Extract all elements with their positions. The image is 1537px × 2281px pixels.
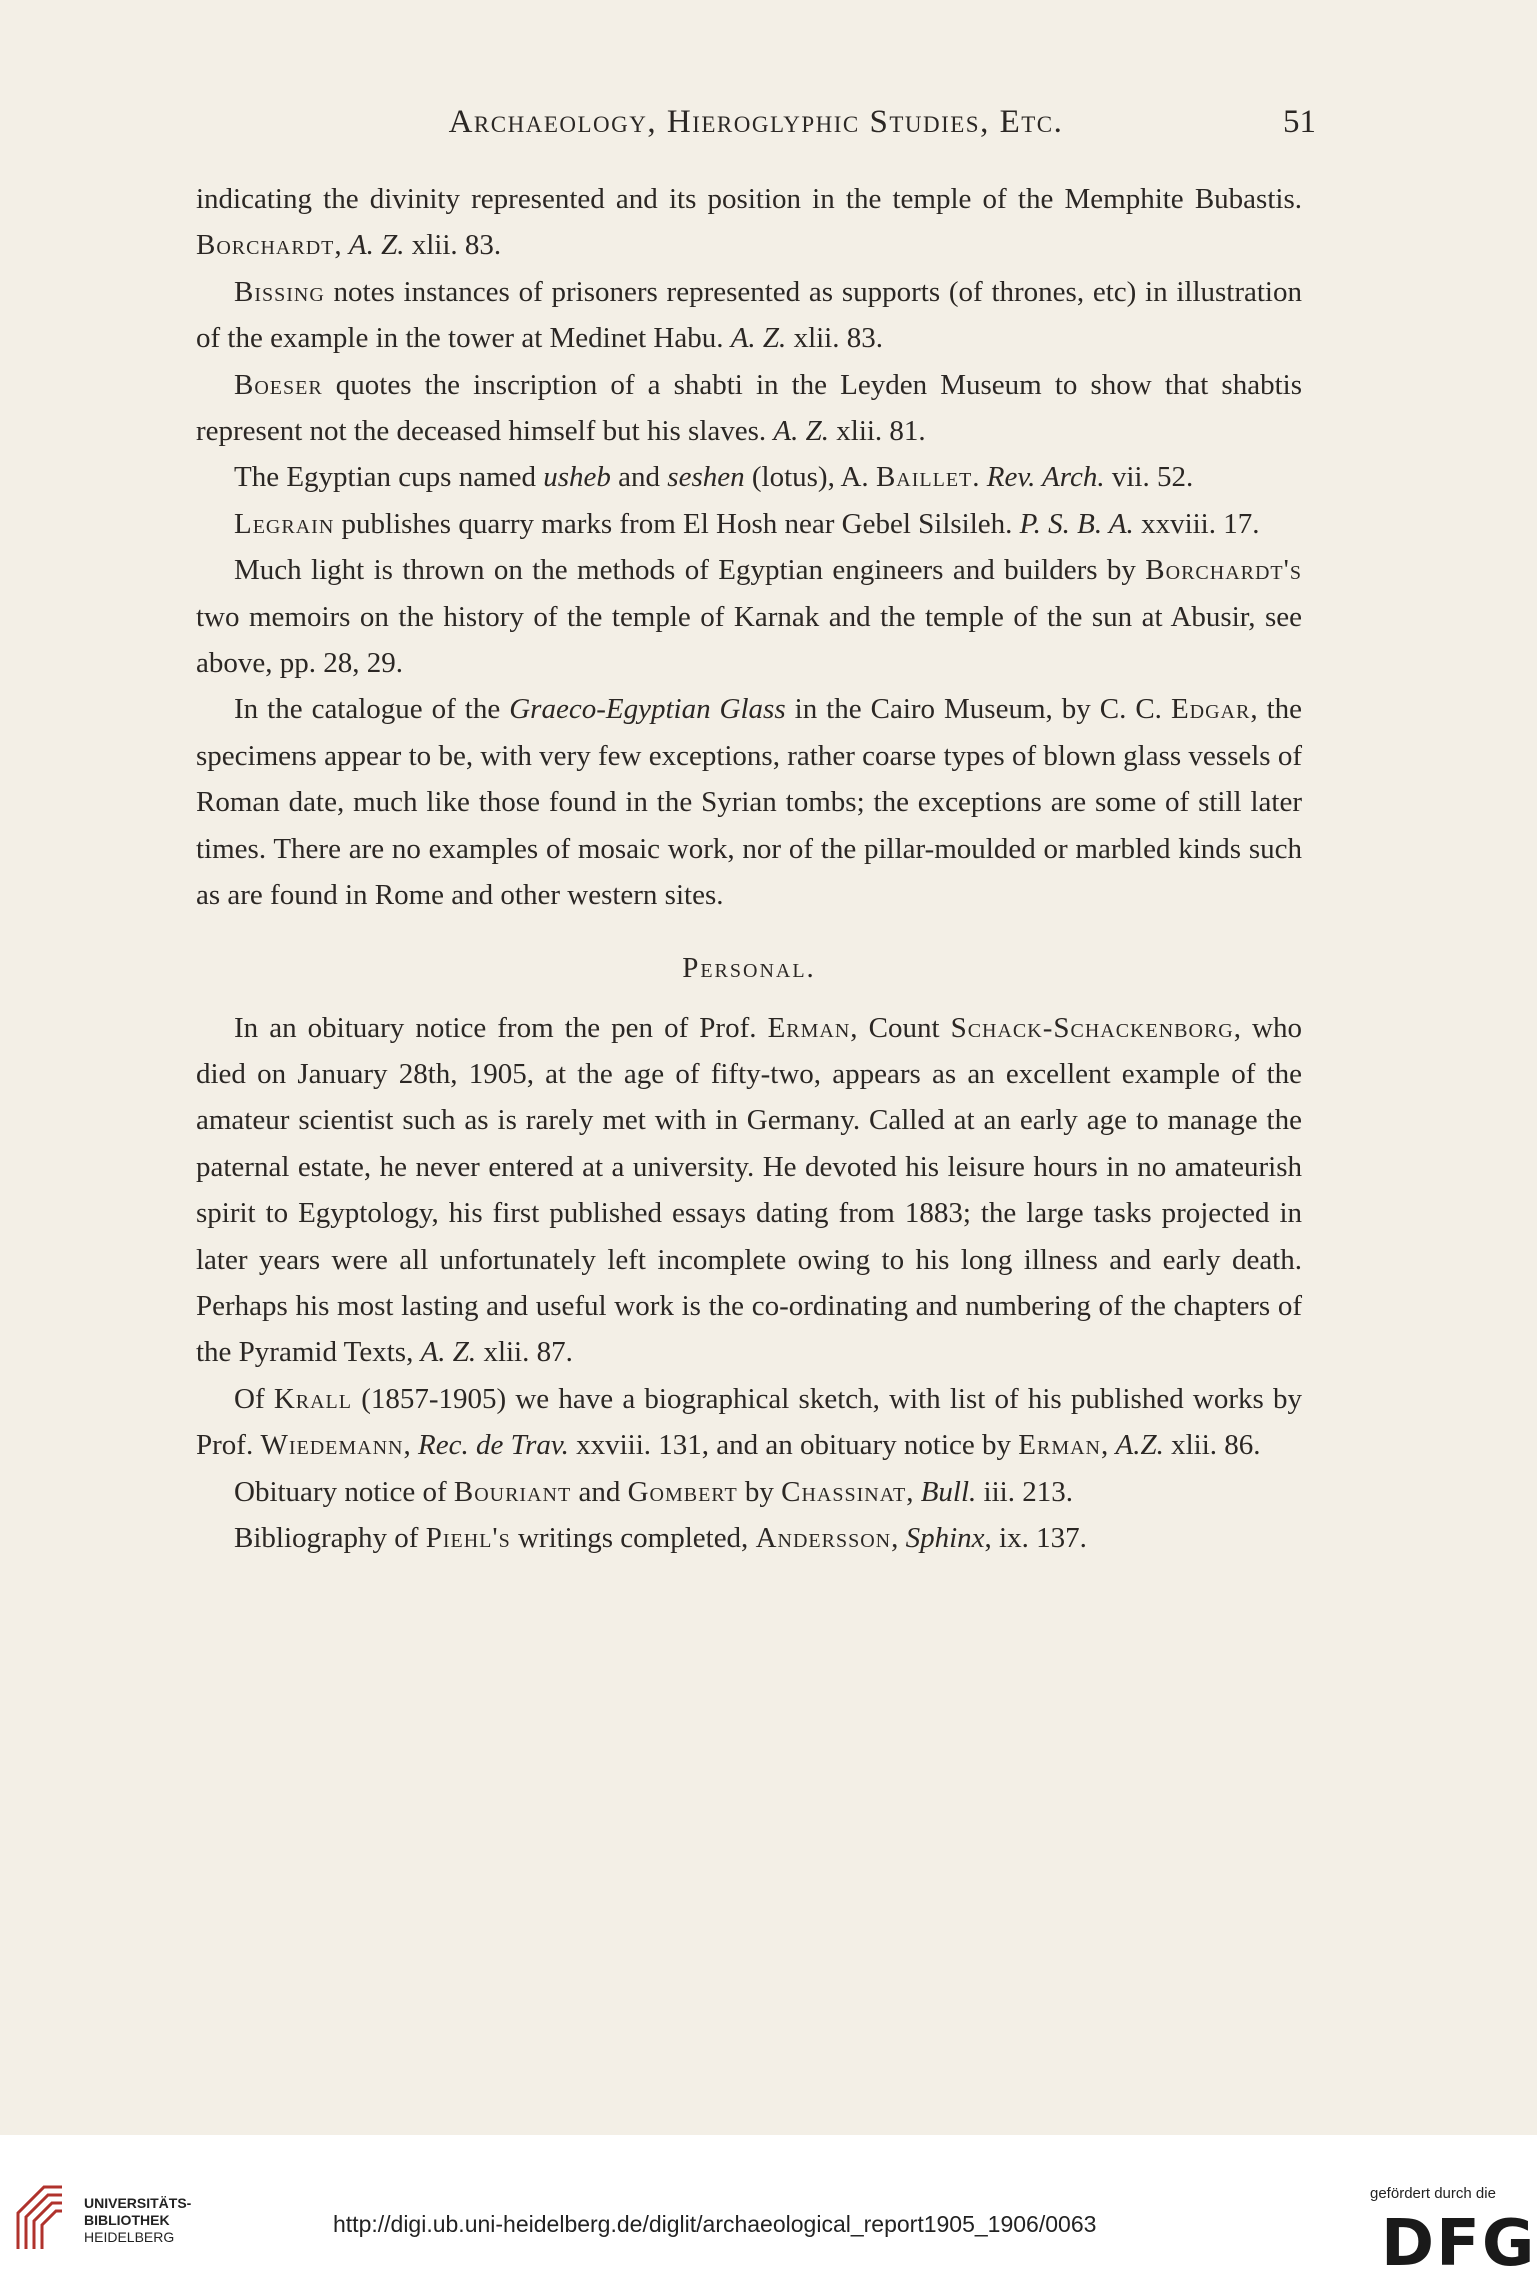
- citation-italic: seshen: [667, 461, 745, 494]
- source-url[interactable]: http://digi.ub.uni-heidelberg.de/diglit/archaeological_report1905_1906/0063: [333, 2211, 1097, 2237]
- text-run: and: [610, 461, 668, 494]
- text-run: xxviii. 131, and an obituary notice by: [568, 1429, 1019, 1462]
- citation-italic: usheb: [543, 461, 611, 494]
- author-name: Piehl's: [425, 1521, 511, 1554]
- paragraph: [196, 501, 1302, 547]
- text-run: indicating the divinity represented and its position in the temple of the Memphite Bubastis.: [196, 183, 1302, 215]
- section-heading: Personal.: [682, 951, 816, 984]
- citation-italic: A. Z.: [348, 229, 405, 262]
- author-name: Wiedemann: [260, 1429, 404, 1462]
- library-name-line1: UNIVERSITÄTS-: [84, 2195, 192, 2211]
- text-run: ,: [906, 1475, 921, 1508]
- text-run: , who died on January 28th, 1905, at the age of fifty-two, appears as an excellent example of the amateur scientist such as is rarely met with in Germany. Called at an early age to manage the paternal estate, he never entered at a university. He devoted his leisure hours in no amateurish spirit to Egyptology, his first published essays dating from 1883; the large tasks projected in later years were all unfortunately left incomplete owing to his long illness and early death. Perhaps his most lasting and useful work is the co-ordinating and numbering of the chapters of the Pyramid Texts,: [196, 1011, 1302, 1369]
- author-name: Erman: [1018, 1429, 1102, 1462]
- citation-italic: Bull.: [920, 1475, 977, 1508]
- text-run: xxviii. 17.: [1133, 507, 1260, 540]
- text-run: quotes the inscription of a shabti in the Leyden Museum to show that shabtis represent not the deceased himself but his slaves.: [196, 368, 1302, 448]
- text-run: (lotus), A.: [744, 461, 876, 494]
- paragraph: [196, 1376, 1302, 1469]
- text-run: xlii. 81.: [829, 415, 926, 448]
- citation-italic: A.Z.: [1115, 1429, 1164, 1462]
- library-name-line2: BIBLIOTHEK: [84, 2212, 170, 2228]
- text-run: ,: [334, 229, 349, 262]
- author-name: Bissing: [234, 275, 325, 308]
- text-run: ,: [1101, 1429, 1116, 1462]
- author-name: Baillet: [875, 461, 973, 494]
- text-run: In the catalogue of the: [234, 693, 510, 726]
- footer: [0, 2135, 1537, 2279]
- text-run: Much light is thrown on the methods of Egyptian engineers and builders by: [234, 554, 1146, 587]
- running-head: [196, 100, 1316, 150]
- text-run: Bibliography of: [234, 1521, 426, 1554]
- author-name: Chassinat: [781, 1475, 907, 1508]
- text-run: Of: [234, 1382, 274, 1415]
- author-name: Borchardt's: [1145, 554, 1302, 587]
- text-run: xlii. 86.: [1163, 1429, 1261, 1462]
- paragraph: [196, 1515, 1302, 1561]
- library-name-line3: HEIDELBERG: [84, 2229, 175, 2245]
- running-head-title: Archaeology, Hieroglyphic Studies, Etc.: [448, 104, 1064, 140]
- text-run: Obituary notice of: [234, 1475, 454, 1508]
- text-run: xlii. 83.: [404, 229, 502, 262]
- citation-italic: P. S. B. A.: [1019, 507, 1134, 540]
- paragraph: [196, 454, 1302, 500]
- text-run: and: [571, 1475, 628, 1508]
- author-name: Krall: [273, 1382, 352, 1415]
- text-run: , ix. 137.: [984, 1521, 1087, 1554]
- text-run: in the Cairo Museum, by C. C.: [785, 693, 1171, 726]
- dfg-logo: DFG: [1381, 2207, 1537, 2281]
- text-run: publishes quarry marks from El Hosh near Gebel Silsileh.: [334, 507, 1020, 540]
- library-name: [84, 2195, 191, 2246]
- author-name: Boeser: [234, 368, 323, 401]
- text-run: vii. 52.: [1104, 461, 1194, 494]
- author-name: Gombert: [627, 1475, 738, 1508]
- paragraph: [196, 269, 1302, 362]
- text-run: , Count: [850, 1011, 951, 1044]
- text-run: (1857-1905) we have a biographical sketch, with list of his published works by Prof.: [196, 1382, 1302, 1462]
- paragraph: [196, 1005, 1302, 1376]
- text-run: two memoirs on the history of the temple of Karnak and the temple of the sun at Abusir, see above, pp. 28, 29.: [196, 600, 1302, 680]
- text-run: iii. 213.: [976, 1475, 1073, 1508]
- text-run: .: [972, 461, 987, 494]
- author-name: Borchardt: [196, 229, 335, 262]
- text-run: xlii. 87.: [476, 1336, 573, 1369]
- citation-italic: A. Z.: [730, 322, 787, 355]
- text-run: , the specimens appear to be, with very few exceptions, rather coarse types of blown glass vessels of Roman date, much like those found in the Syrian tombs; the exceptions are some of still later times. There are no examples of mosaic work, nor of the pillar-moulded or marbled kinds such as are found in Rome and other western sites.: [196, 693, 1302, 912]
- author-name: Legrain: [234, 507, 335, 540]
- text-run: xlii. 83.: [786, 322, 883, 355]
- text-run: ,: [403, 1429, 418, 1462]
- paragraph: [196, 686, 1302, 918]
- author-name: Schack-Schackenborg: [950, 1011, 1234, 1044]
- author-name: Andersson: [755, 1521, 892, 1554]
- paragraph: [196, 176, 1302, 269]
- text-run: by: [737, 1475, 782, 1508]
- paragraph: [196, 362, 1302, 455]
- funder-caption: gefördert durch die: [1370, 2185, 1496, 2202]
- paragraph: [196, 1469, 1302, 1515]
- text-run: ,: [891, 1521, 906, 1554]
- text-run: In an obituary notice from the pen of Prof.: [234, 1011, 768, 1044]
- body-text: [196, 176, 1302, 1561]
- author-name: Edgar: [1170, 693, 1251, 726]
- paragraph: [196, 547, 1302, 686]
- text-run: The Egyptian cups named: [234, 461, 544, 494]
- citation-italic: Rec. de Trav.: [417, 1429, 569, 1462]
- library-logo-icon: [14, 2183, 66, 2253]
- author-name: Erman: [767, 1011, 851, 1044]
- citation-italic: A. Z.: [773, 415, 830, 448]
- citation-italic: A. Z.: [420, 1336, 477, 1369]
- text-run: writings completed,: [510, 1521, 756, 1554]
- author-name: Bouriant: [453, 1475, 572, 1508]
- citation-italic: Rev. Arch.: [986, 461, 1105, 494]
- text-run: notes instances of prisoners represented as supports (of thrones, etc) in illustration of the example in the tower at Medinet Habu.: [196, 275, 1302, 355]
- citation-italic: Graeco-Egyptian Glass: [509, 693, 786, 726]
- citation-italic: Sphinx: [905, 1521, 985, 1554]
- page-number: 51: [1283, 104, 1316, 140]
